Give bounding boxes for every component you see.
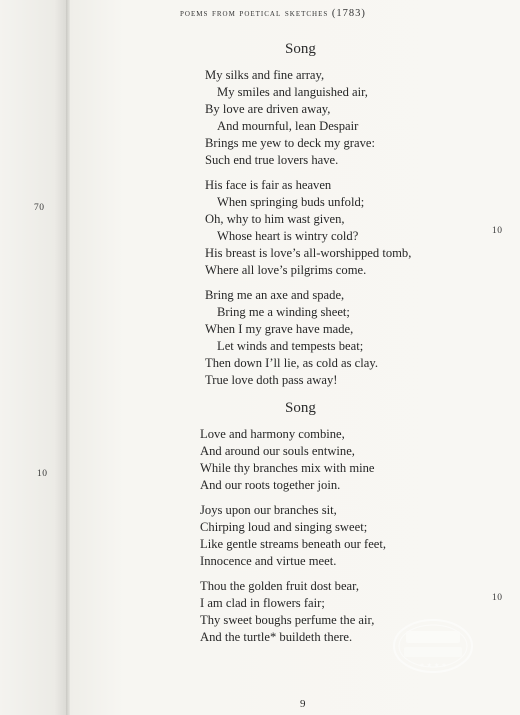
song1-title: Song [285, 41, 316, 57]
song1-line: Bring me a winding sheet; [217, 305, 350, 319]
song1-line: Such end true lovers have. [205, 153, 339, 167]
song1-line: His breast is love’s all-worshipped tomb, [205, 246, 412, 260]
song1-line: My smiles and languished air, [217, 85, 368, 99]
song2-line: Love and harmony combine, [200, 427, 345, 441]
line-number-song2: 10 [492, 593, 503, 603]
svg-text:★ ★ ★ ★: ★ ★ ★ ★ [419, 662, 447, 669]
line-number-song1: 10 [492, 226, 503, 236]
line-number-facing-page: 70 [34, 203, 45, 213]
song2-line: Thou the golden fruit dost bear, [200, 579, 359, 593]
song1-line: And mournful, lean Despair [217, 119, 359, 133]
song2-line: While thy branches mix with mine [200, 461, 375, 475]
song2-line: And our roots together join. [200, 478, 341, 492]
facing-page-edge [0, 0, 68, 715]
song1-line: True love doth pass away! [205, 373, 338, 387]
song1-line: Brings me yew to deck my grave: [205, 136, 375, 150]
song1-line: Where all love’s pilgrims come. [205, 263, 367, 277]
song2-line: Joys upon our branches sit, [200, 503, 337, 517]
song1-line: When I my grave have made, [205, 322, 354, 336]
song1-line: My silks and fine array, [205, 68, 325, 82]
import-stamp-watermark [392, 617, 474, 675]
song2-line: And the turtle* buildeth there. [200, 630, 353, 644]
song1-line: Then down I’ll lie, as cold as clay. [205, 356, 378, 370]
song1-line: Whose heart is wintry cold? [217, 229, 359, 243]
song2-line: And around our souls entwine, [200, 444, 355, 458]
song1-line: Let winds and tempests beat; [217, 339, 364, 353]
song1-line: Bring me an axe and spade, [205, 288, 345, 302]
running-head: poems from poetical sketches (1783) [180, 8, 366, 19]
song2-line: I am clad in flowers fair; [200, 596, 325, 610]
song1-line: By love are driven away, [205, 102, 331, 116]
song1-line: His face is fair as heaven [205, 178, 332, 192]
song2-title: Song [285, 400, 316, 416]
line-number-facing-page: 10 [37, 469, 48, 479]
song2-line: Like gentle streams beneath our feet, [200, 537, 387, 551]
song2-line: Innocence and virtue meet. [200, 554, 337, 568]
song2-line: Chirping loud and singing sweet; [200, 520, 368, 534]
page-number: 9 [300, 698, 306, 710]
song1-line: Oh, why to him wast given, [205, 212, 345, 226]
song2-line: Thy sweet boughs perfume the air, [200, 613, 375, 627]
song1-line: When springing buds unfold; [217, 195, 365, 209]
